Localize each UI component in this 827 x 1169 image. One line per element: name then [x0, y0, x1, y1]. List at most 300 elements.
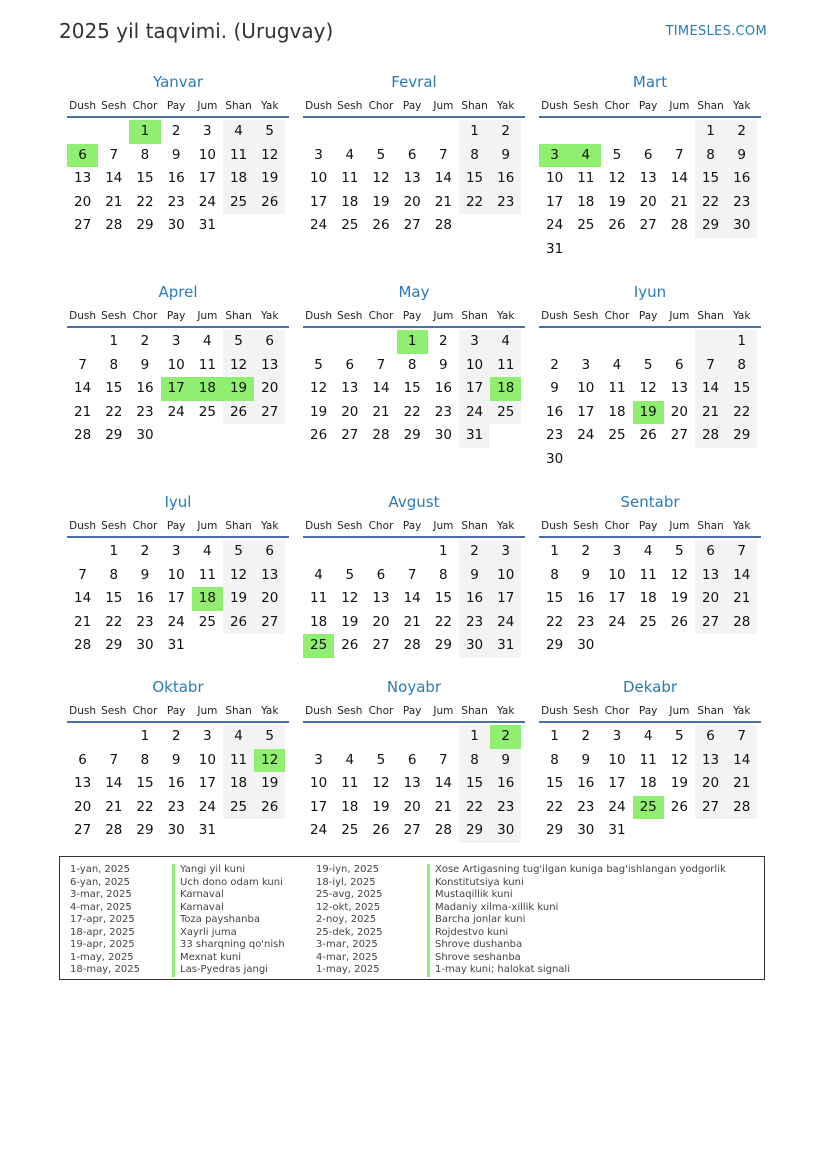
day-cell: 8 [109, 566, 119, 583]
day-cell: 23 [459, 611, 490, 635]
empty-cell [601, 120, 632, 144]
weekday-label: Chor [604, 520, 630, 532]
day-cell: 1 [109, 333, 119, 349]
empty-cell [428, 725, 459, 749]
empty-cell [365, 330, 396, 354]
month-name: Fevral [391, 73, 437, 91]
day-cell: 4 [612, 356, 622, 373]
day-cell: 23 [167, 193, 185, 210]
day-cell: 17 [608, 775, 626, 792]
day-cell: 14 [726, 749, 757, 773]
day-cell: 31 [459, 424, 490, 448]
day-cell: 14 [434, 775, 452, 792]
day-cell: 19 [608, 193, 626, 210]
weekday-header [303, 516, 525, 538]
day-cell: 24 [490, 611, 521, 635]
legend-holiday-name: Karnaval [172, 889, 285, 902]
legend-date: 3-mar, 2025 [316, 939, 378, 950]
holiday-day-cell: 17 [161, 377, 192, 401]
day-cell: 27 [403, 822, 421, 839]
day-cell: 26 [310, 427, 328, 444]
weekday-label: Dush [69, 520, 97, 532]
day-grid [303, 540, 525, 658]
weekday-label: Chor [368, 310, 394, 322]
day-cell: 14 [105, 170, 123, 187]
day-cell: 4 [203, 543, 212, 559]
holiday-day-cell: 4 [570, 144, 601, 168]
day-cell: 17 [310, 193, 328, 210]
weekday-label: Yak [260, 100, 279, 112]
day-cell: 23 [136, 403, 154, 420]
holiday-day-cell: 18 [192, 587, 223, 611]
empty-cell [98, 725, 129, 749]
day-cell: 12 [608, 170, 626, 187]
month-name: Noyabr [386, 678, 442, 696]
empty-cell [539, 330, 570, 354]
day-cell: 2 [439, 333, 448, 349]
day-cell: 13 [403, 170, 421, 187]
day-cell: 23 [167, 798, 185, 815]
day-cell: 21 [670, 193, 688, 210]
day-cell: 11 [223, 144, 254, 168]
day-cell: 18 [639, 775, 657, 792]
day-cell: 5 [675, 543, 684, 559]
empty-cell [428, 120, 459, 144]
day-cell: 7 [439, 751, 448, 768]
day-grid [67, 120, 289, 238]
weekday-label: Pay [638, 520, 658, 532]
day-cell: 6 [643, 146, 653, 163]
day-cell: 10 [167, 566, 185, 583]
day-cell: 14 [670, 170, 688, 187]
month-name: Sentabr [620, 493, 680, 511]
day-cell: 19 [254, 772, 285, 796]
day-cell: 11 [223, 749, 254, 773]
day-cell: 24 [198, 193, 216, 210]
day-cell: 22 [546, 798, 564, 815]
weekday-header [539, 96, 761, 118]
day-cell: 25 [341, 217, 359, 234]
weekday-label: Dush [305, 310, 333, 322]
day-cell: 6 [254, 330, 285, 354]
day-cell: 25 [198, 403, 216, 420]
holiday-day-cell: 2 [490, 725, 521, 749]
day-cell: 12 [310, 380, 328, 397]
weekday-label: Dush [305, 705, 333, 717]
day-cell: 7 [78, 566, 87, 583]
weekday-label: Shan [697, 705, 724, 717]
day-cell: 13 [639, 170, 657, 187]
day-cell: 1 [109, 543, 119, 559]
day-cell: 5 [643, 356, 653, 373]
day-cell: 8 [550, 751, 559, 768]
weekday-label: Sesh [337, 705, 363, 717]
day-cell: 19 [670, 775, 688, 792]
day-cell: 3 [490, 540, 521, 564]
day-cell: 13 [695, 749, 726, 773]
day-cell: 23 [546, 427, 564, 444]
day-cell: 5 [612, 146, 622, 163]
day-cell: 20 [695, 587, 726, 611]
day-cell: 14 [695, 377, 726, 401]
weekday-label: Jum [669, 310, 690, 322]
empty-cell [633, 330, 664, 354]
month-name: Iyun [633, 283, 667, 301]
weekday-label: Pay [402, 705, 422, 717]
day-cell: 24 [577, 427, 595, 444]
day-cell: 13 [403, 775, 421, 792]
day-cell: 18 [310, 613, 328, 630]
day-cell: 21 [403, 613, 421, 630]
weekday-header [303, 96, 525, 118]
day-cell: 15 [105, 590, 123, 607]
holiday-day-cell: 12 [254, 749, 285, 773]
day-cell: 21 [372, 403, 390, 420]
weekday-label: Shan [697, 520, 724, 532]
day-cell: 20 [341, 403, 359, 420]
day-cell: 30 [546, 450, 564, 467]
day-cell: 7 [439, 146, 448, 163]
weekday-header [67, 96, 289, 118]
legend-holiday-name: Mustaqillik kuni [427, 889, 726, 902]
day-cell: 11 [341, 775, 359, 792]
day-cell: 14 [74, 590, 92, 607]
day-cell: 17 [546, 193, 564, 210]
day-cell: 26 [372, 822, 390, 839]
day-cell: 1 [439, 543, 448, 559]
legend-holiday-name: 1-may kuni; halokat signali [427, 964, 726, 977]
day-cell: 30 [726, 214, 757, 238]
day-cell: 11 [198, 566, 216, 583]
day-cell: 10 [198, 146, 216, 163]
weekday-label: Sesh [101, 705, 127, 717]
day-cell: 2 [490, 120, 521, 144]
day-cell: 20 [372, 613, 390, 630]
holiday-day-cell: 18 [192, 377, 223, 401]
day-cell: 10 [608, 751, 626, 768]
day-cell: 17 [310, 798, 328, 815]
day-cell: 23 [726, 191, 757, 215]
day-cell: 17 [490, 587, 521, 611]
month-block [303, 72, 525, 238]
day-cell: 18 [223, 167, 254, 191]
empty-cell [365, 120, 396, 144]
day-cell: 31 [608, 822, 626, 839]
day-cell: 27 [74, 822, 92, 839]
weekday-label: Sesh [573, 100, 599, 112]
day-cell: 5 [254, 725, 285, 749]
day-cell: 8 [459, 749, 490, 773]
day-cell: 25 [341, 822, 359, 839]
weekday-header [539, 701, 761, 723]
day-cell: 28 [74, 427, 92, 444]
day-cell: 13 [254, 564, 285, 588]
day-cell: 15 [434, 590, 452, 607]
day-cell: 30 [434, 427, 452, 444]
weekday-label: Jum [433, 310, 454, 322]
day-cell: 7 [376, 356, 386, 373]
weekday-label: Jum [197, 705, 218, 717]
day-cell: 3 [459, 330, 490, 354]
day-cell: 17 [167, 590, 185, 607]
day-cell: 25 [223, 796, 254, 820]
weekday-label: Yak [496, 310, 515, 322]
day-cell: 10 [490, 564, 521, 588]
day-cell: 27 [639, 217, 657, 234]
day-cell: 30 [459, 634, 490, 658]
weekday-label: Pay [638, 310, 658, 322]
day-cell: 21 [74, 613, 92, 630]
day-cell: 15 [136, 170, 154, 187]
weekday-label: Yak [732, 705, 751, 717]
month-block [539, 282, 761, 472]
day-cell: 14 [403, 590, 421, 607]
day-cell: 30 [577, 637, 595, 654]
day-cell: 11 [310, 590, 328, 607]
empty-cell [397, 725, 428, 749]
day-cell: 1 [695, 120, 726, 144]
day-cell: 27 [670, 427, 688, 444]
day-cell: 30 [136, 427, 154, 444]
legend-holiday-name: Uch dono odam kuni [172, 877, 285, 890]
legend-holiday-name: Shrove seshanba [427, 952, 726, 965]
day-cell: 25 [198, 613, 216, 630]
month-name: May [398, 283, 430, 301]
day-cell: 11 [608, 380, 626, 397]
day-cell: 28 [726, 611, 757, 635]
legend-holiday-name: Xayrli juma [172, 927, 285, 940]
day-cell: 15 [726, 377, 757, 401]
legend-date: 4-mar, 2025 [70, 901, 132, 913]
day-cell: 16 [577, 590, 595, 607]
day-cell: 15 [403, 380, 421, 397]
day-cell: 28 [434, 217, 452, 234]
empty-cell [303, 540, 334, 564]
holiday-legend [59, 856, 765, 980]
day-cell: 31 [198, 217, 216, 234]
day-cell: 28 [105, 822, 123, 839]
empty-cell [365, 540, 396, 564]
empty-cell [601, 330, 632, 354]
day-cell: 16 [167, 775, 185, 792]
weekday-label: Pay [166, 705, 186, 717]
weekday-label: Jum [433, 100, 454, 112]
day-cell: 9 [550, 380, 559, 397]
day-cell: 7 [109, 751, 119, 768]
weekday-header [303, 306, 525, 328]
site-brand-link[interactable]: TIMESLES.COM [665, 24, 767, 39]
day-cell: 13 [74, 775, 92, 792]
day-cell: 11 [639, 566, 657, 583]
weekday-label: Pay [166, 100, 186, 112]
weekday-label: Pay [166, 520, 186, 532]
legend-date: 19-apr, 2025 [70, 939, 135, 950]
day-cell: 11 [341, 170, 359, 187]
day-cell: 4 [314, 566, 323, 583]
empty-cell [539, 120, 570, 144]
day-cell: 13 [341, 380, 359, 397]
day-cell: 30 [490, 819, 521, 843]
day-cell: 29 [726, 424, 757, 448]
day-cell: 19 [372, 193, 390, 210]
day-cell: 14 [372, 380, 390, 397]
weekday-label: Yak [732, 520, 751, 532]
month-name: Dekabr [622, 678, 678, 696]
day-cell: 31 [546, 240, 564, 257]
day-cell: 18 [341, 193, 359, 210]
holiday-day-cell: 19 [633, 401, 664, 425]
empty-cell [664, 120, 695, 144]
day-cell: 21 [695, 401, 726, 425]
day-cell: 13 [670, 380, 688, 397]
legend-date: 19-iyn, 2025 [316, 864, 380, 875]
day-cell: 15 [136, 775, 154, 792]
day-cell: 29 [546, 822, 564, 839]
weekday-label: Dush [69, 310, 97, 322]
day-cell: 10 [608, 566, 626, 583]
weekday-label: Chor [368, 705, 394, 717]
day-cell: 20 [695, 772, 726, 796]
day-cell: 22 [546, 613, 564, 630]
day-cell: 3 [171, 543, 181, 559]
day-cell: 13 [695, 564, 726, 588]
day-cell: 26 [670, 613, 688, 630]
day-cell: 19 [310, 403, 328, 420]
day-cell: 8 [695, 144, 726, 168]
weekday-label: Dush [541, 100, 569, 112]
day-cell: 24 [167, 403, 185, 420]
day-cell: 25 [490, 401, 521, 425]
day-cell: 26 [670, 798, 688, 815]
legend-holiday-name: Rojdestvo kuni [427, 927, 726, 940]
month-name: Oktabr [152, 678, 204, 696]
day-cell: 8 [109, 356, 119, 373]
weekday-label: Pay [402, 100, 422, 112]
day-cell: 6 [78, 751, 87, 768]
day-cell: 2 [726, 120, 757, 144]
day-cell: 22 [726, 401, 757, 425]
day-cell: 16 [490, 772, 521, 796]
weekday-label: Chor [604, 705, 630, 717]
day-cell: 21 [105, 193, 123, 210]
day-cell: 22 [105, 403, 123, 420]
day-cell: 1 [550, 543, 559, 559]
weekday-header [67, 701, 289, 723]
month-name: Yanvar [152, 73, 204, 91]
day-grid [539, 540, 761, 658]
day-cell: 29 [105, 427, 123, 444]
day-cell: 17 [198, 775, 216, 792]
day-cell: 5 [314, 356, 323, 373]
day-cell: 30 [577, 822, 595, 839]
day-cell: 21 [726, 587, 757, 611]
day-cell: 18 [639, 590, 657, 607]
day-cell: 2 [550, 356, 559, 373]
day-cell: 4 [643, 543, 653, 559]
day-cell: 1 [459, 725, 490, 749]
day-cell: 22 [434, 613, 452, 630]
weekday-label: Chor [368, 520, 394, 532]
day-cell: 3 [314, 146, 323, 163]
day-cell: 10 [577, 380, 595, 397]
holiday-day-cell: 3 [539, 144, 570, 168]
day-cell: 25 [577, 217, 595, 234]
legend-holiday-name: 33 sharqning qo'nish [172, 939, 285, 952]
month-block [539, 492, 761, 658]
legend-holiday-name: Toza payshanba [172, 914, 285, 927]
day-cell: 16 [434, 380, 452, 397]
day-cell: 17 [608, 590, 626, 607]
day-cell: 16 [726, 167, 757, 191]
day-cell: 1 [459, 120, 490, 144]
day-cell: 20 [74, 798, 92, 815]
day-cell: 9 [459, 564, 490, 588]
day-cell: 8 [439, 566, 448, 583]
day-cell: 27 [695, 611, 726, 635]
day-cell: 27 [254, 401, 285, 425]
empty-cell [334, 120, 365, 144]
day-cell: 24 [459, 401, 490, 425]
day-grid [67, 330, 289, 448]
day-cell: 16 [490, 167, 521, 191]
legend-date: 1-may, 2025 [316, 964, 380, 975]
empty-cell [67, 540, 98, 564]
day-cell: 11 [490, 354, 521, 378]
day-cell: 27 [372, 637, 390, 654]
day-cell: 9 [581, 751, 591, 768]
day-cell: 26 [254, 796, 285, 820]
weekday-label: Chor [132, 705, 158, 717]
day-cell: 9 [490, 749, 521, 773]
holiday-day-cell: 1 [397, 330, 428, 354]
legend-date: 18-may, 2025 [70, 964, 140, 975]
weekday-label: Pay [402, 310, 422, 322]
day-cell: 14 [74, 380, 92, 397]
day-cell: 3 [612, 728, 622, 744]
day-cell: 4 [203, 333, 212, 349]
day-cell: 29 [695, 214, 726, 238]
weekday-label: Dush [541, 705, 569, 717]
day-cell: 3 [171, 333, 181, 349]
day-cell: 10 [310, 775, 328, 792]
day-cell: 5 [376, 751, 386, 768]
weekday-label: Chor [368, 100, 394, 112]
day-cell: 31 [167, 637, 185, 654]
day-cell: 9 [726, 144, 757, 168]
weekday-header [539, 516, 761, 538]
legend-date: 4-mar, 2025 [316, 951, 378, 963]
day-cell: 26 [341, 637, 359, 654]
day-grid [67, 725, 289, 843]
empty-cell [334, 540, 365, 564]
day-cell: 28 [74, 637, 92, 654]
day-cell: 3 [203, 123, 212, 139]
legend-dates-column-2 [316, 864, 383, 977]
weekday-label: Shan [697, 310, 724, 322]
weekday-label: Shan [225, 520, 252, 532]
day-cell: 11 [577, 170, 595, 187]
day-cell: 26 [254, 191, 285, 215]
day-cell: 7 [726, 725, 757, 749]
day-cell: 23 [434, 403, 452, 420]
day-cell: 29 [434, 637, 452, 654]
day-cell: 14 [434, 170, 452, 187]
weekday-label: Shan [225, 100, 252, 112]
day-cell: 6 [407, 146, 417, 163]
empty-cell [664, 330, 695, 354]
day-cell: 2 [171, 123, 181, 139]
weekday-label: Jum [669, 100, 690, 112]
